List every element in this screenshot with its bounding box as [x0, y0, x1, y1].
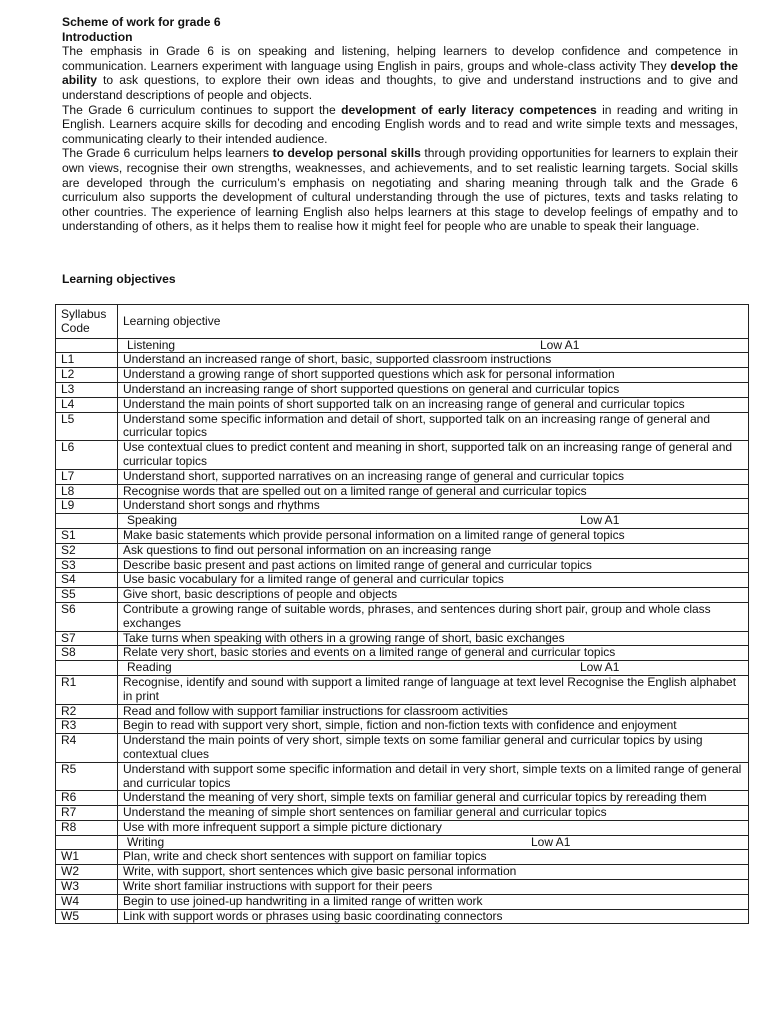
- syllabus-code-cell: L9: [56, 499, 118, 514]
- learning-objective-cell: Relate very short, basic stories and events on a limited range of general and curricular topics: [118, 646, 749, 661]
- learning-objectives-table: [55, 304, 749, 924]
- learning-objective-cell: Understand a growing range of short supported questions which ask for personal information: [118, 368, 749, 383]
- table-row: [56, 528, 749, 543]
- section-level: Low A1: [580, 660, 620, 675]
- table-row: [56, 368, 749, 383]
- introduction-block: [62, 15, 738, 234]
- table-row: [56, 573, 749, 588]
- syllabus-code-cell: W2: [56, 865, 118, 880]
- table-row: [56, 412, 749, 441]
- table-row: [56, 850, 749, 865]
- syllabus-code-cell: L4: [56, 397, 118, 412]
- learning-objective-cell: Understand the main points of short supported talk on an increasing range of general and curricular topics: [118, 397, 749, 412]
- introduction-paragraph: [62, 103, 738, 147]
- table-row: [56, 543, 749, 558]
- syllabus-code-cell: L7: [56, 469, 118, 484]
- table-row: [56, 441, 749, 470]
- syllabus-code-cell: S8: [56, 646, 118, 661]
- text-run: to ask questions, to explore their own ideas and thoughts, to give and understand instructions and to give and understand descriptions of people and objects.: [62, 73, 738, 102]
- syllabus-code-cell: W5: [56, 909, 118, 924]
- learning-objective-cell: Understand an increased range of short, basic, supported classroom instructions: [118, 353, 749, 368]
- learning-objective-cell: Make basic statements which provide personal information on a limited range of general topics: [118, 528, 749, 543]
- table-row: [56, 806, 749, 821]
- learning-objective-cell: Recognise words that are spelled out on a limited range of general and curricular topics: [118, 484, 749, 499]
- table-row: [56, 880, 749, 895]
- learning-objective-cell: Read and follow with support familiar instructions for classroom activities: [118, 704, 749, 719]
- section-row-listening: [56, 338, 749, 353]
- section-row-reading: [56, 661, 749, 676]
- table-row: [56, 646, 749, 661]
- learning-objective-cell: Understand an increasing range of short supported questions on general and curricular topics: [118, 382, 749, 397]
- table-row: [56, 382, 749, 397]
- section-name: Speaking: [127, 513, 178, 528]
- learning-objective-cell: Use basic vocabulary for a limited range of general and curricular topics: [118, 573, 749, 588]
- header-syllabus-code: Syllabus Code: [56, 305, 118, 339]
- table-row: [56, 675, 749, 704]
- syllabus-code-cell: L6: [56, 441, 118, 470]
- table-row: [56, 865, 749, 880]
- syllabus-code-cell: S1: [56, 528, 118, 543]
- table-row: [56, 588, 749, 603]
- syllabus-code-cell: R8: [56, 820, 118, 835]
- bold-phrase: development of early literacy competences: [341, 102, 597, 117]
- text-run: The Grade 6 curriculum helps learners: [62, 146, 273, 161]
- syllabus-code-cell: R1: [56, 675, 118, 704]
- learning-objective-cell: Link with support words or phrases using basic coordinating connectors: [118, 909, 749, 924]
- text-run: through providing opportunities for learners to explain their own views, recognise their own strengths, weaknesses, and achievements, and to set realistic learning targets. Social skills are developed through the curriculum’s emphasis on negotiating and sharing meaning through talk and the Grade 6 curriculum also supports the development of cultural understanding through the use of pictures, texts and tasks relating to other countries. The experience of learning English also helps learners at this stage to develop feelings of empathy and to understanding of others, as it helps them to realise how it might feel for people who are unable to speak their language.: [62, 146, 739, 234]
- section-title-cell: [118, 835, 749, 850]
- section-title-cell: [118, 514, 749, 529]
- learning-objective-cell: Write short familiar instructions with support for their peers: [118, 880, 749, 895]
- learning-objective-cell: Understand some specific information and detail of short, supported talk on an increasing range of general and curricular topics: [118, 412, 749, 441]
- syllabus-code-cell: L5: [56, 412, 118, 441]
- section-name: Writing: [127, 834, 165, 849]
- table-row: [56, 499, 749, 514]
- syllabus-code-cell: S4: [56, 573, 118, 588]
- learning-objective-cell: Take turns when speaking with others in a growing range of short, basic exchanges: [118, 631, 749, 646]
- table-row: [56, 397, 749, 412]
- table-row: [56, 704, 749, 719]
- syllabus-code-cell: S3: [56, 558, 118, 573]
- learning-objective-cell: Understand the meaning of simple short sentences on familiar general and curricular topics: [118, 806, 749, 821]
- learning-objective-cell: Understand the main points of very short, simple texts on some familiar general and curricular topics by using contextual clues: [118, 734, 749, 763]
- learning-objective-cell: Understand short, supported narratives on an increasing range of general and curricular topics: [118, 469, 749, 484]
- learning-objective-cell: Give short, basic descriptions of people and objects: [118, 588, 749, 603]
- syllabus-code-cell: R7: [56, 806, 118, 821]
- text-run: The Grade 6 curriculum continues to support the: [62, 102, 342, 117]
- table-row: [56, 734, 749, 763]
- table-row: [56, 719, 749, 734]
- syllabus-code-cell: R3: [56, 719, 118, 734]
- introduction-heading: Introduction: [62, 29, 133, 44]
- section-code-cell: [56, 661, 118, 676]
- section-code-cell: [56, 835, 118, 850]
- syllabus-code-cell: S5: [56, 588, 118, 603]
- syllabus-code-cell: R6: [56, 791, 118, 806]
- section-title-cell: [118, 661, 749, 676]
- section-level: Low A1: [531, 834, 571, 849]
- syllabus-code-cell: W4: [56, 894, 118, 909]
- section-row-speaking: [56, 514, 749, 529]
- section-level: Low A1: [540, 337, 580, 352]
- learning-objectives-heading: Learning objectives: [62, 272, 176, 286]
- table-row: [56, 762, 749, 791]
- bold-phrase: develop the ability: [62, 58, 739, 88]
- learning-objective-cell: Understand short songs and rhythms: [118, 499, 749, 514]
- learning-objective-cell: Use with more infrequent support a simple picture dictionary: [118, 820, 749, 835]
- introduction-paragraph: [62, 44, 738, 102]
- learning-objective-cell: Describe basic present and past actions on limited range of general and curricular topics: [118, 558, 749, 573]
- syllabus-code-cell: S2: [56, 543, 118, 558]
- table-row: [56, 558, 749, 573]
- section-title-cell: [118, 338, 749, 353]
- introduction-paragraph: [62, 146, 738, 234]
- learning-objective-cell: Contribute a growing range of suitable words, phrases, and sentences during short pair, group and whole class exchanges: [118, 602, 749, 631]
- table-row: [56, 909, 749, 924]
- table-row: [56, 820, 749, 835]
- header-learning-objective: Learning objective: [118, 305, 749, 339]
- document-title: Scheme of work for grade 6: [62, 15, 221, 29]
- introduction-paragraphs: [62, 44, 738, 234]
- section-row-writing: [56, 835, 749, 850]
- text-run: in reading and writing in English. Learners acquire skills for decoding and encoding English words and to read and write simple texts and messages, communicating clearly to their intended audience.: [62, 102, 738, 146]
- learning-objective-cell: Understand the meaning of very short, simple texts on familiar general and curricular topics by rereading them: [118, 791, 749, 806]
- section-code-cell: [56, 338, 118, 353]
- section-name: Listening: [127, 337, 176, 352]
- text-run: The emphasis in Grade 6 is on speaking and listening, helping learners to develop confidence and competence in communication. Learners experiment with language using English in pairs, groups and whole-class activity They: [62, 44, 738, 73]
- table-row: [56, 484, 749, 499]
- syllabus-code-cell: L8: [56, 484, 118, 499]
- syllabus-code-cell: R2: [56, 704, 118, 719]
- syllabus-code-cell: R5: [56, 762, 118, 791]
- table-header-row: [56, 305, 749, 339]
- learning-objective-cell: Write, with support, short sentences which give basic personal information: [118, 865, 749, 880]
- learning-objective-cell: Ask questions to find out personal information on an increasing range: [118, 543, 749, 558]
- table-row: [56, 894, 749, 909]
- section-name: Reading: [127, 660, 172, 675]
- syllabus-code-cell: L1: [56, 353, 118, 368]
- syllabus-code-cell: S7: [56, 631, 118, 646]
- learning-objective-cell: Recognise, identify and sound with support a limited range of language at text level Recognise the English alphabet in print: [118, 675, 749, 704]
- learning-objective-cell: Begin to read with support very short, simple, fiction and non-fiction texts with confidence and enjoyment: [118, 719, 749, 734]
- table-row: [56, 602, 749, 631]
- bold-phrase: to develop personal skills: [272, 146, 421, 161]
- syllabus-code-cell: L3: [56, 382, 118, 397]
- syllabus-code-cell: R4: [56, 734, 118, 763]
- table-row: [56, 631, 749, 646]
- syllabus-code-cell: W1: [56, 850, 118, 865]
- section-level: Low A1: [580, 513, 620, 528]
- learning-objective-cell: Begin to use joined-up handwriting in a limited range of written work: [118, 894, 749, 909]
- syllabus-code-cell: S6: [56, 602, 118, 631]
- table-row: [56, 791, 749, 806]
- syllabus-code-cell: L2: [56, 368, 118, 383]
- learning-objective-cell: Plan, write and check short sentences with support on familiar topics: [118, 850, 749, 865]
- learning-objective-cell: Use contextual clues to predict content and meaning in short, supported talk on an increasing range of general and curricular topics: [118, 441, 749, 470]
- table-row: [56, 469, 749, 484]
- syllabus-code-cell: W3: [56, 880, 118, 895]
- learning-objective-cell: Understand with support some specific information and detail in very short, simple texts on a limited range of general and curricular topics: [118, 762, 749, 791]
- table-row: [56, 353, 749, 368]
- section-code-cell: [56, 514, 118, 529]
